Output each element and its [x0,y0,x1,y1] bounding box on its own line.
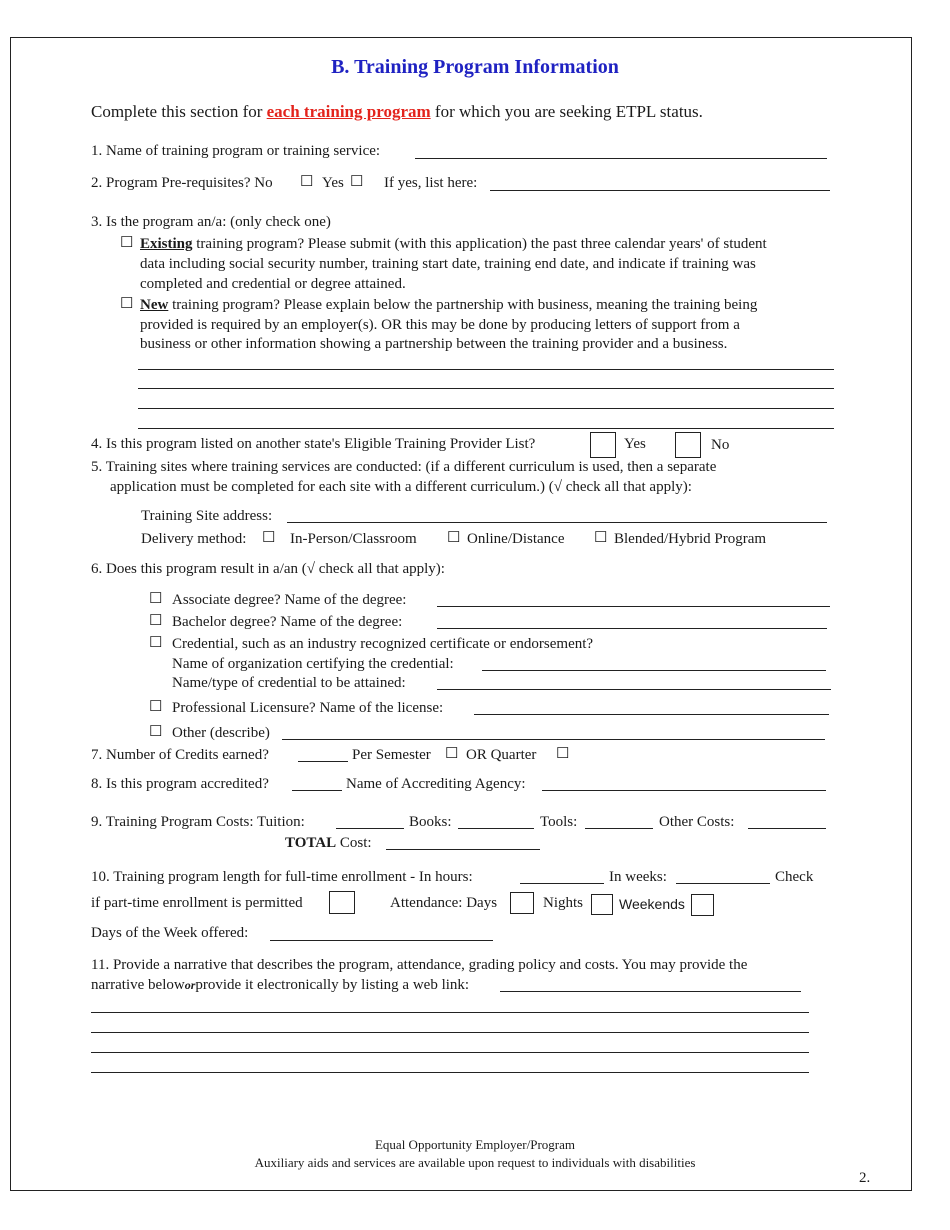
page-number: 2. [859,1170,871,1186]
q10-nights-label: Nights [543,895,584,911]
q10-days-label: Attendance: Days [390,895,498,911]
q3-explain-line-4[interactable] [138,428,834,429]
q5-inperson-checkbox[interactable]: ☐ [262,530,276,546]
q9-books-label: Books: [409,814,452,830]
q7-quarter-label: OR Quarter [466,747,537,763]
q11-label: 11. Provide a narrative that describes the program, attendance, grading policy and costs. You may provide the [91,957,748,973]
q4-yes-label: Yes [624,436,646,452]
q5-blended-label: Blended/Hybrid Program [614,531,767,547]
q3-new-text-2: provided is required by an employer(s). OR this may be done by producing letters of support from a [140,317,740,333]
q5-label: 5. Training sites where training services are conducted: (if a different curriculum is used, then a separate [91,459,717,475]
q10-parttime-label: if part-time enrollment is permitted [91,895,303,911]
q9-tools-label: Tools: [540,814,578,830]
q7-quarter-checkbox[interactable]: ☐ [556,746,570,762]
q3-existing-text-3: completed and credential or degree attained. [140,276,406,292]
q10-weekends-label: Weekends [619,896,685,912]
q5-blended-checkbox[interactable]: ☐ [594,530,608,546]
intro-text: Complete this section for each training program for which you are seeking ETPL status. [91,102,703,121]
q6-other-checkbox[interactable]: ☐ [149,724,163,740]
q2-label: 2. Program Pre-requisites? No [91,175,273,191]
q9-other-field[interactable] [748,828,826,829]
q10-nights-checkbox[interactable] [591,894,613,915]
q2-list-label: If yes, list here: [384,175,478,191]
q11-link-field[interactable] [500,991,801,992]
section-title: B. Training Program Information [331,56,619,78]
q10-check-label: Check [775,869,814,885]
intro-emphasis: each training program [266,102,431,121]
q3-existing-text: Existing training program? Please submit (with this application) the past three calendar years' of student [140,236,767,252]
q3-explain-line-3[interactable] [138,408,834,409]
q5-online-label: Online/Distance [467,531,565,547]
q11-label-2: narrative beloworprovide it electronically by listing a web link: [91,977,470,993]
q7-semester-label: Per Semester [352,747,431,763]
q3-label: 3. Is the program an/a: (only check one) [91,214,331,230]
q6-bach-label: Bachelor degree? Name of the degree: [172,614,403,630]
q8-label: 8. Is this program accredited? [91,776,269,792]
q2-yes-checkbox[interactable]: ☐ [350,174,364,190]
page-border [10,37,912,1191]
q10-dow-field[interactable] [270,940,493,941]
q6-label: 6. Does this program result in a/an (√ check all that apply): [91,561,445,577]
q6-assoc-field[interactable] [437,606,830,607]
q10-weeks-field[interactable] [676,883,770,884]
q6-org-label: Name of organization certifying the credential: [172,656,454,672]
q3-new-checkbox[interactable]: ☐ [120,296,134,312]
q1-field[interactable] [415,158,827,159]
q11-narrative-line-1[interactable] [91,1012,809,1013]
q9-other-label: Other Costs: [659,814,735,830]
q11-narrative-line-4[interactable] [91,1072,809,1073]
q10-label: 10. Training program length for full-time enrollment - In hours: [91,869,473,885]
q5-site-field[interactable] [287,522,827,523]
footer-line-2: Auxiliary aids and services are available upon request to individuals with disabilities [254,1155,696,1170]
q6-lic-field[interactable] [474,714,829,715]
footer-line-1: Equal Opportunity Employer/Program [374,1137,576,1152]
q5-label-2: application must be completed for each site with a different curriculum.) (√ check all that apply): [110,479,692,495]
q7-label: 7. Number of Credits earned? [91,747,269,763]
q9-total-field[interactable] [386,849,540,850]
q3-new-text: New training program? Please explain below the partnership with business, meaning the training being [140,297,758,313]
q9-books-field[interactable] [458,828,534,829]
q2-no-checkbox[interactable]: ☐ [300,174,314,190]
q8-agency-label: Name of Accrediting Agency: [346,776,526,792]
q6-assoc-label: Associate degree? Name of the degree: [172,592,407,608]
q10-days-checkbox[interactable] [510,892,534,914]
q5-online-checkbox[interactable]: ☐ [447,530,461,546]
q3-new-text-3: business or other information showing a partnership between the training provider and a business. [140,336,728,352]
q3-existing-checkbox[interactable]: ☐ [120,235,134,251]
q3-existing-text-2: data including social security number, training start date, training end date, and indicate if training was [140,256,756,272]
q10-hours-field[interactable] [520,883,604,884]
q10-parttime-checkbox[interactable] [329,891,355,914]
q5-delivery-label: Delivery method: [141,531,247,547]
q2-list-field[interactable] [490,190,830,191]
q4-yes-checkbox[interactable] [590,432,616,458]
q9-tools-field[interactable] [585,828,653,829]
q6-lic-checkbox[interactable]: ☐ [149,699,163,715]
q3-explain-line-2[interactable] [138,388,834,389]
q6-type-field[interactable] [437,689,831,690]
q10-weekends-checkbox[interactable] [691,894,714,916]
q6-cred-checkbox[interactable]: ☐ [149,635,163,651]
q4-label: 4. Is this program listed on another state's Eligible Training Provider List? [91,436,536,452]
q10-weeks-label: In weeks: [609,869,667,885]
q4-no-label: No [711,437,730,453]
q6-bach-field[interactable] [437,628,827,629]
q6-lic-label: Professional Licensure? Name of the license: [172,700,444,716]
q5-site-label: Training Site address: [141,508,273,524]
q2-yes-label: Yes [322,175,344,191]
q6-cred-label: Credential, such as an industry recognized certificate or endorsement? [172,636,594,652]
q1-label: 1. Name of training program or training service: [91,143,381,159]
q6-org-field[interactable] [482,670,826,671]
q7-credits-field[interactable] [298,761,348,762]
q6-other-label: Other (describe) [172,725,270,741]
q9-tuition-field[interactable] [336,828,404,829]
q6-bach-checkbox[interactable]: ☐ [149,613,163,629]
q4-no-checkbox[interactable] [675,432,701,458]
q10-dow-label: Days of the Week offered: [91,925,249,941]
q9-total-label: TOTAL Cost: [285,835,372,851]
q8-accredited-field[interactable] [292,790,342,791]
q9-label: 9. Training Program Costs: Tuition: [91,814,305,830]
q3-explain-line-1[interactable] [138,369,834,370]
q6-other-field[interactable] [282,739,825,740]
q6-assoc-checkbox[interactable]: ☐ [149,591,163,607]
q8-agency-field[interactable] [542,790,826,791]
q11-narrative-line-2[interactable] [91,1032,809,1033]
q7-semester-checkbox[interactable]: ☐ [445,746,459,762]
q5-inperson-label: In-Person/Classroom [290,531,417,547]
q6-type-label: Name/type of credential to be attained: [172,675,406,691]
q11-narrative-line-3[interactable] [91,1052,809,1053]
